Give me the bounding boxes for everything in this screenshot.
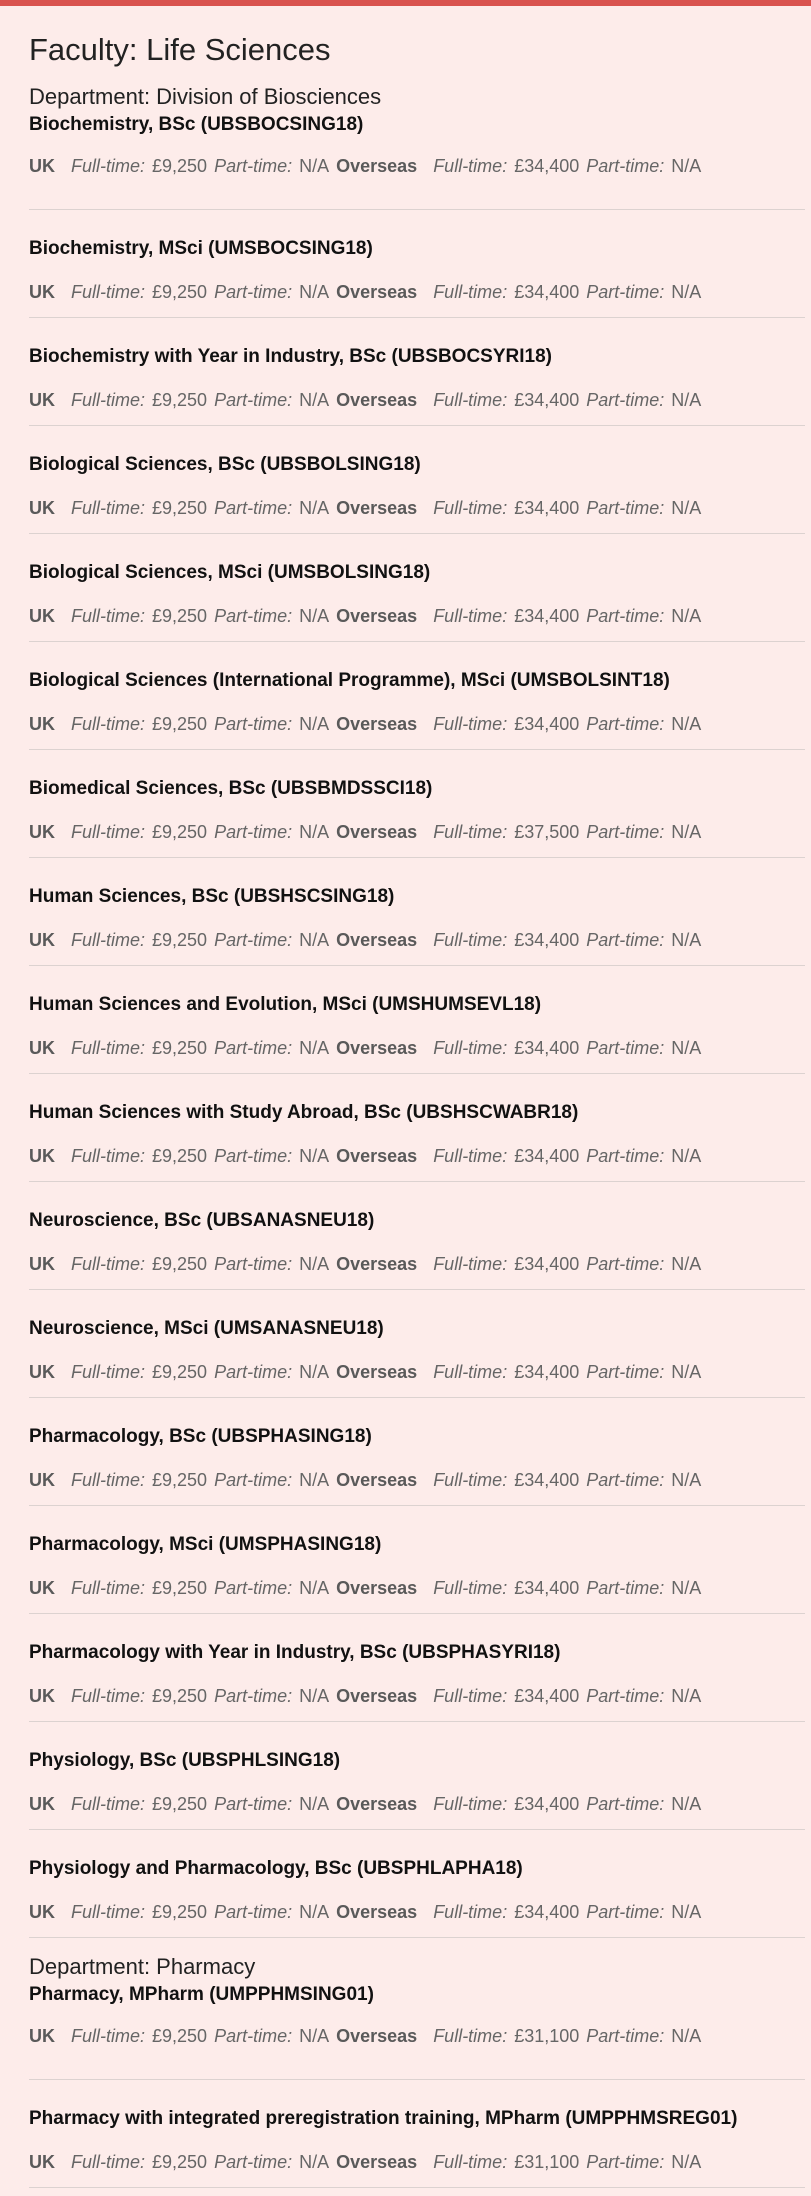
overseas-label: Overseas	[336, 1254, 418, 1274]
uk-full-time-label: Full-time:	[71, 1254, 146, 1274]
overseas-part-time-fee: N/A	[671, 2026, 702, 2046]
uk-label: UK	[29, 1038, 55, 1058]
overseas-full-time-label: Full-time:	[433, 606, 508, 626]
overseas-label: Overseas	[336, 1902, 418, 1922]
overseas-part-time-label: Part-time:	[586, 1470, 665, 1490]
course-title: Pharmacy with integrated preregistration training, MPharm (UMPPHMSREG01)	[29, 2108, 738, 2129]
overseas-label: Overseas	[336, 1038, 418, 1058]
uk-full-time-fee: £9,250	[152, 1254, 208, 1274]
uk-full-time-label: Full-time:	[71, 2026, 146, 2046]
uk-part-time-fee: N/A	[299, 822, 330, 842]
overseas-label: Overseas	[336, 1362, 418, 1382]
uk-full-time-label: Full-time:	[71, 390, 146, 410]
course-row	[29, 1506, 805, 1614]
uk-full-time-fee: £9,250	[152, 1794, 208, 1814]
uk-part-time-fee: N/A	[299, 1146, 330, 1166]
uk-full-time-fee: £9,250	[152, 1686, 208, 1706]
overseas-full-time-label: Full-time:	[433, 1794, 508, 1814]
uk-full-time-label: Full-time:	[71, 282, 146, 302]
overseas-full-time-fee: £34,400	[514, 1686, 580, 1706]
uk-label: UK	[29, 822, 55, 842]
course-row	[29, 2080, 805, 2188]
course-fees	[29, 2152, 701, 2173]
course-fees	[29, 1794, 701, 1815]
course-fees	[29, 1362, 701, 1383]
uk-label: UK	[29, 1470, 55, 1490]
course-row	[29, 750, 805, 858]
overseas-label: Overseas	[336, 2026, 418, 2046]
faculty-title: Faculty: Life Sciences	[29, 32, 331, 67]
overseas-full-time-label: Full-time:	[433, 714, 508, 734]
overseas-full-time-fee: £34,400	[514, 1254, 580, 1274]
uk-full-time-label: Full-time:	[71, 1038, 146, 1058]
overseas-label: Overseas	[336, 930, 418, 950]
uk-full-time-label: Full-time:	[71, 498, 146, 518]
uk-part-time-fee: N/A	[299, 1686, 330, 1706]
uk-full-time-label: Full-time:	[71, 1578, 146, 1598]
uk-label: UK	[29, 606, 55, 626]
course-title: Biological Sciences, MSci (UMSBOLSING18)	[29, 562, 431, 583]
course-fees	[29, 1578, 701, 1599]
uk-full-time-fee: £9,250	[152, 390, 208, 410]
uk-label: UK	[29, 1254, 55, 1274]
uk-full-time-label: Full-time:	[71, 606, 146, 626]
uk-part-time-fee: N/A	[299, 156, 330, 176]
overseas-part-time-fee: N/A	[671, 282, 702, 302]
uk-part-time-fee: N/A	[299, 498, 330, 518]
overseas-full-time-label: Full-time:	[433, 282, 508, 302]
uk-full-time-fee: £9,250	[152, 1578, 208, 1598]
uk-full-time-label: Full-time:	[71, 822, 146, 842]
uk-part-time-label: Part-time:	[214, 822, 293, 842]
course-row	[29, 642, 805, 750]
overseas-label: Overseas	[336, 1686, 418, 1706]
uk-part-time-label: Part-time:	[214, 930, 293, 950]
uk-full-time-label: Full-time:	[71, 930, 146, 950]
overseas-part-time-fee: N/A	[671, 1254, 702, 1274]
overseas-full-time-label: Full-time:	[433, 1362, 508, 1382]
uk-full-time-label: Full-time:	[71, 1902, 146, 1922]
uk-part-time-fee: N/A	[299, 2152, 330, 2172]
course-fees	[29, 714, 701, 735]
course-fees	[29, 282, 701, 303]
overseas-full-time-fee: £34,400	[514, 156, 580, 176]
uk-full-time-label: Full-time:	[71, 1362, 146, 1382]
overseas-part-time-label: Part-time:	[586, 1686, 665, 1706]
overseas-part-time-label: Part-time:	[586, 1902, 665, 1922]
overseas-part-time-label: Part-time:	[586, 1254, 665, 1274]
uk-label: UK	[29, 1686, 55, 1706]
overseas-part-time-fee: N/A	[671, 822, 702, 842]
overseas-part-time-fee: N/A	[671, 390, 702, 410]
overseas-label: Overseas	[336, 2152, 418, 2172]
course-row	[29, 534, 805, 642]
overseas-part-time-fee: N/A	[671, 1362, 702, 1382]
uk-full-time-fee: £9,250	[152, 2152, 208, 2172]
overseas-part-time-label: Part-time:	[586, 498, 665, 518]
uk-full-time-label: Full-time:	[71, 1686, 146, 1706]
course-row	[29, 1398, 805, 1506]
overseas-part-time-label: Part-time:	[586, 2152, 665, 2172]
overseas-full-time-fee: £34,400	[514, 930, 580, 950]
course-title: Pharmacology, BSc (UBSPHASING18)	[29, 1426, 372, 1447]
uk-part-time-fee: N/A	[299, 1578, 330, 1598]
overseas-part-time-fee: N/A	[671, 714, 702, 734]
course-fees	[29, 156, 701, 177]
overseas-full-time-fee: £34,400	[514, 1578, 580, 1598]
uk-full-time-fee: £9,250	[152, 156, 208, 176]
uk-part-time-label: Part-time:	[214, 1470, 293, 1490]
overseas-label: Overseas	[336, 1470, 418, 1490]
uk-full-time-fee: £9,250	[152, 1146, 208, 1166]
course-title: Human Sciences and Evolution, MSci (UMSHUMSEVL18)	[29, 994, 542, 1015]
departments-list	[29, 72, 805, 2188]
course-row	[29, 426, 805, 534]
uk-part-time-fee: N/A	[299, 1362, 330, 1382]
overseas-full-time-label: Full-time:	[433, 1686, 508, 1706]
overseas-label: Overseas	[336, 282, 418, 302]
uk-part-time-label: Part-time:	[214, 1038, 293, 1058]
overseas-part-time-fee: N/A	[671, 1794, 702, 1814]
overseas-part-time-label: Part-time:	[586, 156, 665, 176]
overseas-full-time-label: Full-time:	[433, 930, 508, 950]
course-fees	[29, 1902, 701, 1923]
uk-part-time-label: Part-time:	[214, 1686, 293, 1706]
overseas-full-time-fee: £34,400	[514, 1902, 580, 1922]
overseas-part-time-label: Part-time:	[586, 1146, 665, 1166]
course-title: Neuroscience, BSc (UBSANASNEU18)	[29, 1210, 375, 1231]
uk-label: UK	[29, 1902, 55, 1922]
uk-part-time-label: Part-time:	[214, 390, 293, 410]
overseas-full-time-fee: £34,400	[514, 390, 580, 410]
overseas-part-time-fee: N/A	[671, 498, 702, 518]
uk-full-time-label: Full-time:	[71, 1470, 146, 1490]
overseas-part-time-fee: N/A	[671, 156, 702, 176]
uk-label: UK	[29, 2152, 55, 2172]
course-row	[29, 1722, 805, 1830]
overseas-full-time-label: Full-time:	[433, 1902, 508, 1922]
course-fees	[29, 930, 701, 951]
overseas-full-time-fee: £34,400	[514, 498, 580, 518]
course-fees	[29, 1146, 701, 1167]
course-row	[29, 1182, 805, 1290]
course-fees	[29, 390, 701, 411]
course-fees	[29, 2026, 701, 2047]
uk-part-time-fee: N/A	[299, 282, 330, 302]
course-fees	[29, 1470, 701, 1491]
overseas-full-time-label: Full-time:	[433, 1470, 508, 1490]
course-row	[29, 966, 805, 1074]
uk-label: UK	[29, 498, 55, 518]
overseas-full-time-fee: £34,400	[514, 1362, 580, 1382]
overseas-full-time-fee: £34,400	[514, 606, 580, 626]
uk-full-time-fee: £9,250	[152, 1470, 208, 1490]
uk-part-time-label: Part-time:	[214, 1902, 293, 1922]
uk-part-time-fee: N/A	[299, 390, 330, 410]
department-title: Department: Pharmacy	[29, 1954, 256, 1979]
uk-label: UK	[29, 1362, 55, 1382]
overseas-part-time-label: Part-time:	[586, 606, 665, 626]
uk-full-time-fee: £9,250	[152, 822, 208, 842]
overseas-full-time-label: Full-time:	[433, 1146, 508, 1166]
uk-full-time-fee: £9,250	[152, 282, 208, 302]
overseas-part-time-fee: N/A	[671, 606, 702, 626]
uk-full-time-fee: £9,250	[152, 498, 208, 518]
uk-full-time-fee: £9,250	[152, 930, 208, 950]
course-title: Biochemistry with Year in Industry, BSc (UBSBOCSYRI18)	[29, 346, 552, 367]
overseas-full-time-label: Full-time:	[433, 498, 508, 518]
overseas-part-time-label: Part-time:	[586, 390, 665, 410]
course-title: Biological Sciences, BSc (UBSBOLSING18)	[29, 454, 421, 475]
course-row	[29, 1984, 805, 2080]
overseas-part-time-label: Part-time:	[586, 822, 665, 842]
overseas-label: Overseas	[336, 390, 418, 410]
overseas-part-time-label: Part-time:	[586, 2026, 665, 2046]
overseas-part-time-fee: N/A	[671, 1470, 702, 1490]
overseas-part-time-fee: N/A	[671, 1578, 702, 1598]
overseas-full-time-label: Full-time:	[433, 2152, 508, 2172]
overseas-full-time-label: Full-time:	[433, 822, 508, 842]
overseas-full-time-fee: £34,400	[514, 1038, 580, 1058]
overseas-full-time-label: Full-time:	[433, 156, 508, 176]
overseas-part-time-fee: N/A	[671, 1038, 702, 1058]
uk-part-time-label: Part-time:	[214, 2026, 293, 2046]
uk-full-time-label: Full-time:	[71, 1146, 146, 1166]
uk-part-time-label: Part-time:	[214, 606, 293, 626]
overseas-full-time-fee: £37,500	[514, 822, 580, 842]
uk-part-time-label: Part-time:	[214, 498, 293, 518]
course-title: Pharmacology with Year in Industry, BSc (UBSPHASYRI18)	[29, 1642, 561, 1663]
course-fees	[29, 822, 701, 843]
uk-part-time-label: Part-time:	[214, 1254, 293, 1274]
overseas-full-time-fee: £34,400	[514, 714, 580, 734]
uk-part-time-fee: N/A	[299, 930, 330, 950]
uk-label: UK	[29, 2026, 55, 2046]
overseas-full-time-fee: £31,100	[514, 2026, 580, 2046]
uk-full-time-fee: £9,250	[152, 1362, 208, 1382]
uk-full-time-fee: £9,250	[152, 606, 208, 626]
overseas-part-time-fee: N/A	[671, 1686, 702, 1706]
overseas-label: Overseas	[336, 1794, 418, 1814]
uk-part-time-fee: N/A	[299, 1902, 330, 1922]
overseas-part-time-fee: N/A	[671, 2152, 702, 2172]
uk-full-time-label: Full-time:	[71, 1794, 146, 1814]
overseas-full-time-label: Full-time:	[433, 1254, 508, 1274]
overseas-full-time-fee: £34,400	[514, 282, 580, 302]
overseas-part-time-label: Part-time:	[586, 1362, 665, 1382]
overseas-label: Overseas	[336, 1146, 418, 1166]
uk-part-time-fee: N/A	[299, 1794, 330, 1814]
overseas-part-time-label: Part-time:	[586, 282, 665, 302]
uk-part-time-label: Part-time:	[214, 714, 293, 734]
uk-full-time-label: Full-time:	[71, 156, 146, 176]
course-title: Pharmacology, MSci (UMSPHASING18)	[29, 1534, 382, 1555]
overseas-part-time-fee: N/A	[671, 1146, 702, 1166]
overseas-label: Overseas	[336, 156, 418, 176]
uk-label: UK	[29, 714, 55, 734]
uk-full-time-fee: £9,250	[152, 1038, 208, 1058]
overseas-full-time-label: Full-time:	[433, 390, 508, 410]
department-title: Department: Division of Biosciences	[29, 84, 382, 109]
course-row	[29, 858, 805, 966]
course-fees	[29, 606, 701, 627]
course-row	[29, 1074, 805, 1182]
uk-full-time-label: Full-time:	[71, 714, 146, 734]
overseas-label: Overseas	[336, 822, 418, 842]
course-row	[29, 1290, 805, 1398]
uk-label: UK	[29, 390, 55, 410]
overseas-full-time-label: Full-time:	[433, 1038, 508, 1058]
overseas-part-time-label: Part-time:	[586, 1794, 665, 1814]
overseas-full-time-fee: £31,100	[514, 2152, 580, 2172]
overseas-full-time-fee: £34,400	[514, 1794, 580, 1814]
overseas-full-time-fee: £34,400	[514, 1146, 580, 1166]
overseas-part-time-label: Part-time:	[586, 930, 665, 950]
overseas-label: Overseas	[336, 1578, 418, 1598]
uk-full-time-fee: £9,250	[152, 2026, 208, 2046]
uk-full-time-fee: £9,250	[152, 714, 208, 734]
course-row	[29, 318, 805, 426]
course-row	[29, 1614, 805, 1722]
course-title: Physiology, BSc (UBSPHLSING18)	[29, 1750, 341, 1771]
uk-label: UK	[29, 156, 55, 176]
course-fees	[29, 1038, 701, 1059]
uk-full-time-label: Full-time:	[71, 2152, 146, 2172]
course-title: Biomedical Sciences, BSc (UBSBMDSSCI18)	[29, 778, 433, 799]
course-fees	[29, 1254, 701, 1275]
uk-label: UK	[29, 282, 55, 302]
overseas-part-time-label: Part-time:	[586, 1038, 665, 1058]
course-title: Biological Sciences (International Programme), MSci (UMSBOLSINT18)	[29, 670, 670, 691]
uk-part-time-label: Part-time:	[214, 1578, 293, 1598]
course-title: Neuroscience, MSci (UMSANASNEU18)	[29, 1318, 384, 1339]
overseas-full-time-label: Full-time:	[433, 1578, 508, 1598]
overseas-part-time-fee: N/A	[671, 1902, 702, 1922]
uk-part-time-fee: N/A	[299, 2026, 330, 2046]
course-row	[29, 1830, 805, 1938]
uk-part-time-label: Part-time:	[214, 1146, 293, 1166]
overseas-part-time-label: Part-time:	[586, 1578, 665, 1598]
uk-part-time-fee: N/A	[299, 1038, 330, 1058]
uk-part-time-fee: N/A	[299, 1254, 330, 1274]
overseas-full-time-label: Full-time:	[433, 2026, 508, 2046]
course-fees	[29, 498, 701, 519]
uk-part-time-label: Part-time:	[214, 2152, 293, 2172]
uk-part-time-fee: N/A	[299, 714, 330, 734]
uk-label: UK	[29, 1146, 55, 1166]
overseas-part-time-fee: N/A	[671, 930, 702, 950]
overseas-label: Overseas	[336, 714, 418, 734]
course-row	[29, 210, 805, 318]
overseas-label: Overseas	[336, 498, 418, 518]
uk-part-time-label: Part-time:	[214, 156, 293, 176]
uk-part-time-fee: N/A	[299, 606, 330, 626]
course-title: Human Sciences, BSc (UBSHSCSING18)	[29, 886, 395, 907]
overseas-part-time-label: Part-time:	[586, 714, 665, 734]
course-title: Biochemistry, BSc (UBSBOCSING18)	[29, 114, 364, 135]
uk-label: UK	[29, 1794, 55, 1814]
course-row	[29, 114, 805, 210]
course-title: Pharmacy, MPharm (UMPPHMSING01)	[29, 1984, 374, 2005]
uk-label: UK	[29, 1578, 55, 1598]
course-title: Physiology and Pharmacology, BSc (UBSPHLAPHA18)	[29, 1858, 523, 1879]
uk-full-time-fee: £9,250	[152, 1902, 208, 1922]
uk-part-time-label: Part-time:	[214, 282, 293, 302]
uk-label: UK	[29, 930, 55, 950]
uk-part-time-label: Part-time:	[214, 1362, 293, 1382]
course-fees	[29, 1686, 701, 1707]
overseas-label: Overseas	[336, 606, 418, 626]
course-title: Biochemistry, MSci (UMSBOCSING18)	[29, 238, 373, 259]
uk-part-time-label: Part-time:	[214, 1794, 293, 1814]
course-title: Human Sciences with Study Abroad, BSc (UBSHSCWABR18)	[29, 1102, 579, 1123]
overseas-full-time-fee: £34,400	[514, 1470, 580, 1490]
uk-part-time-fee: N/A	[299, 1470, 330, 1490]
